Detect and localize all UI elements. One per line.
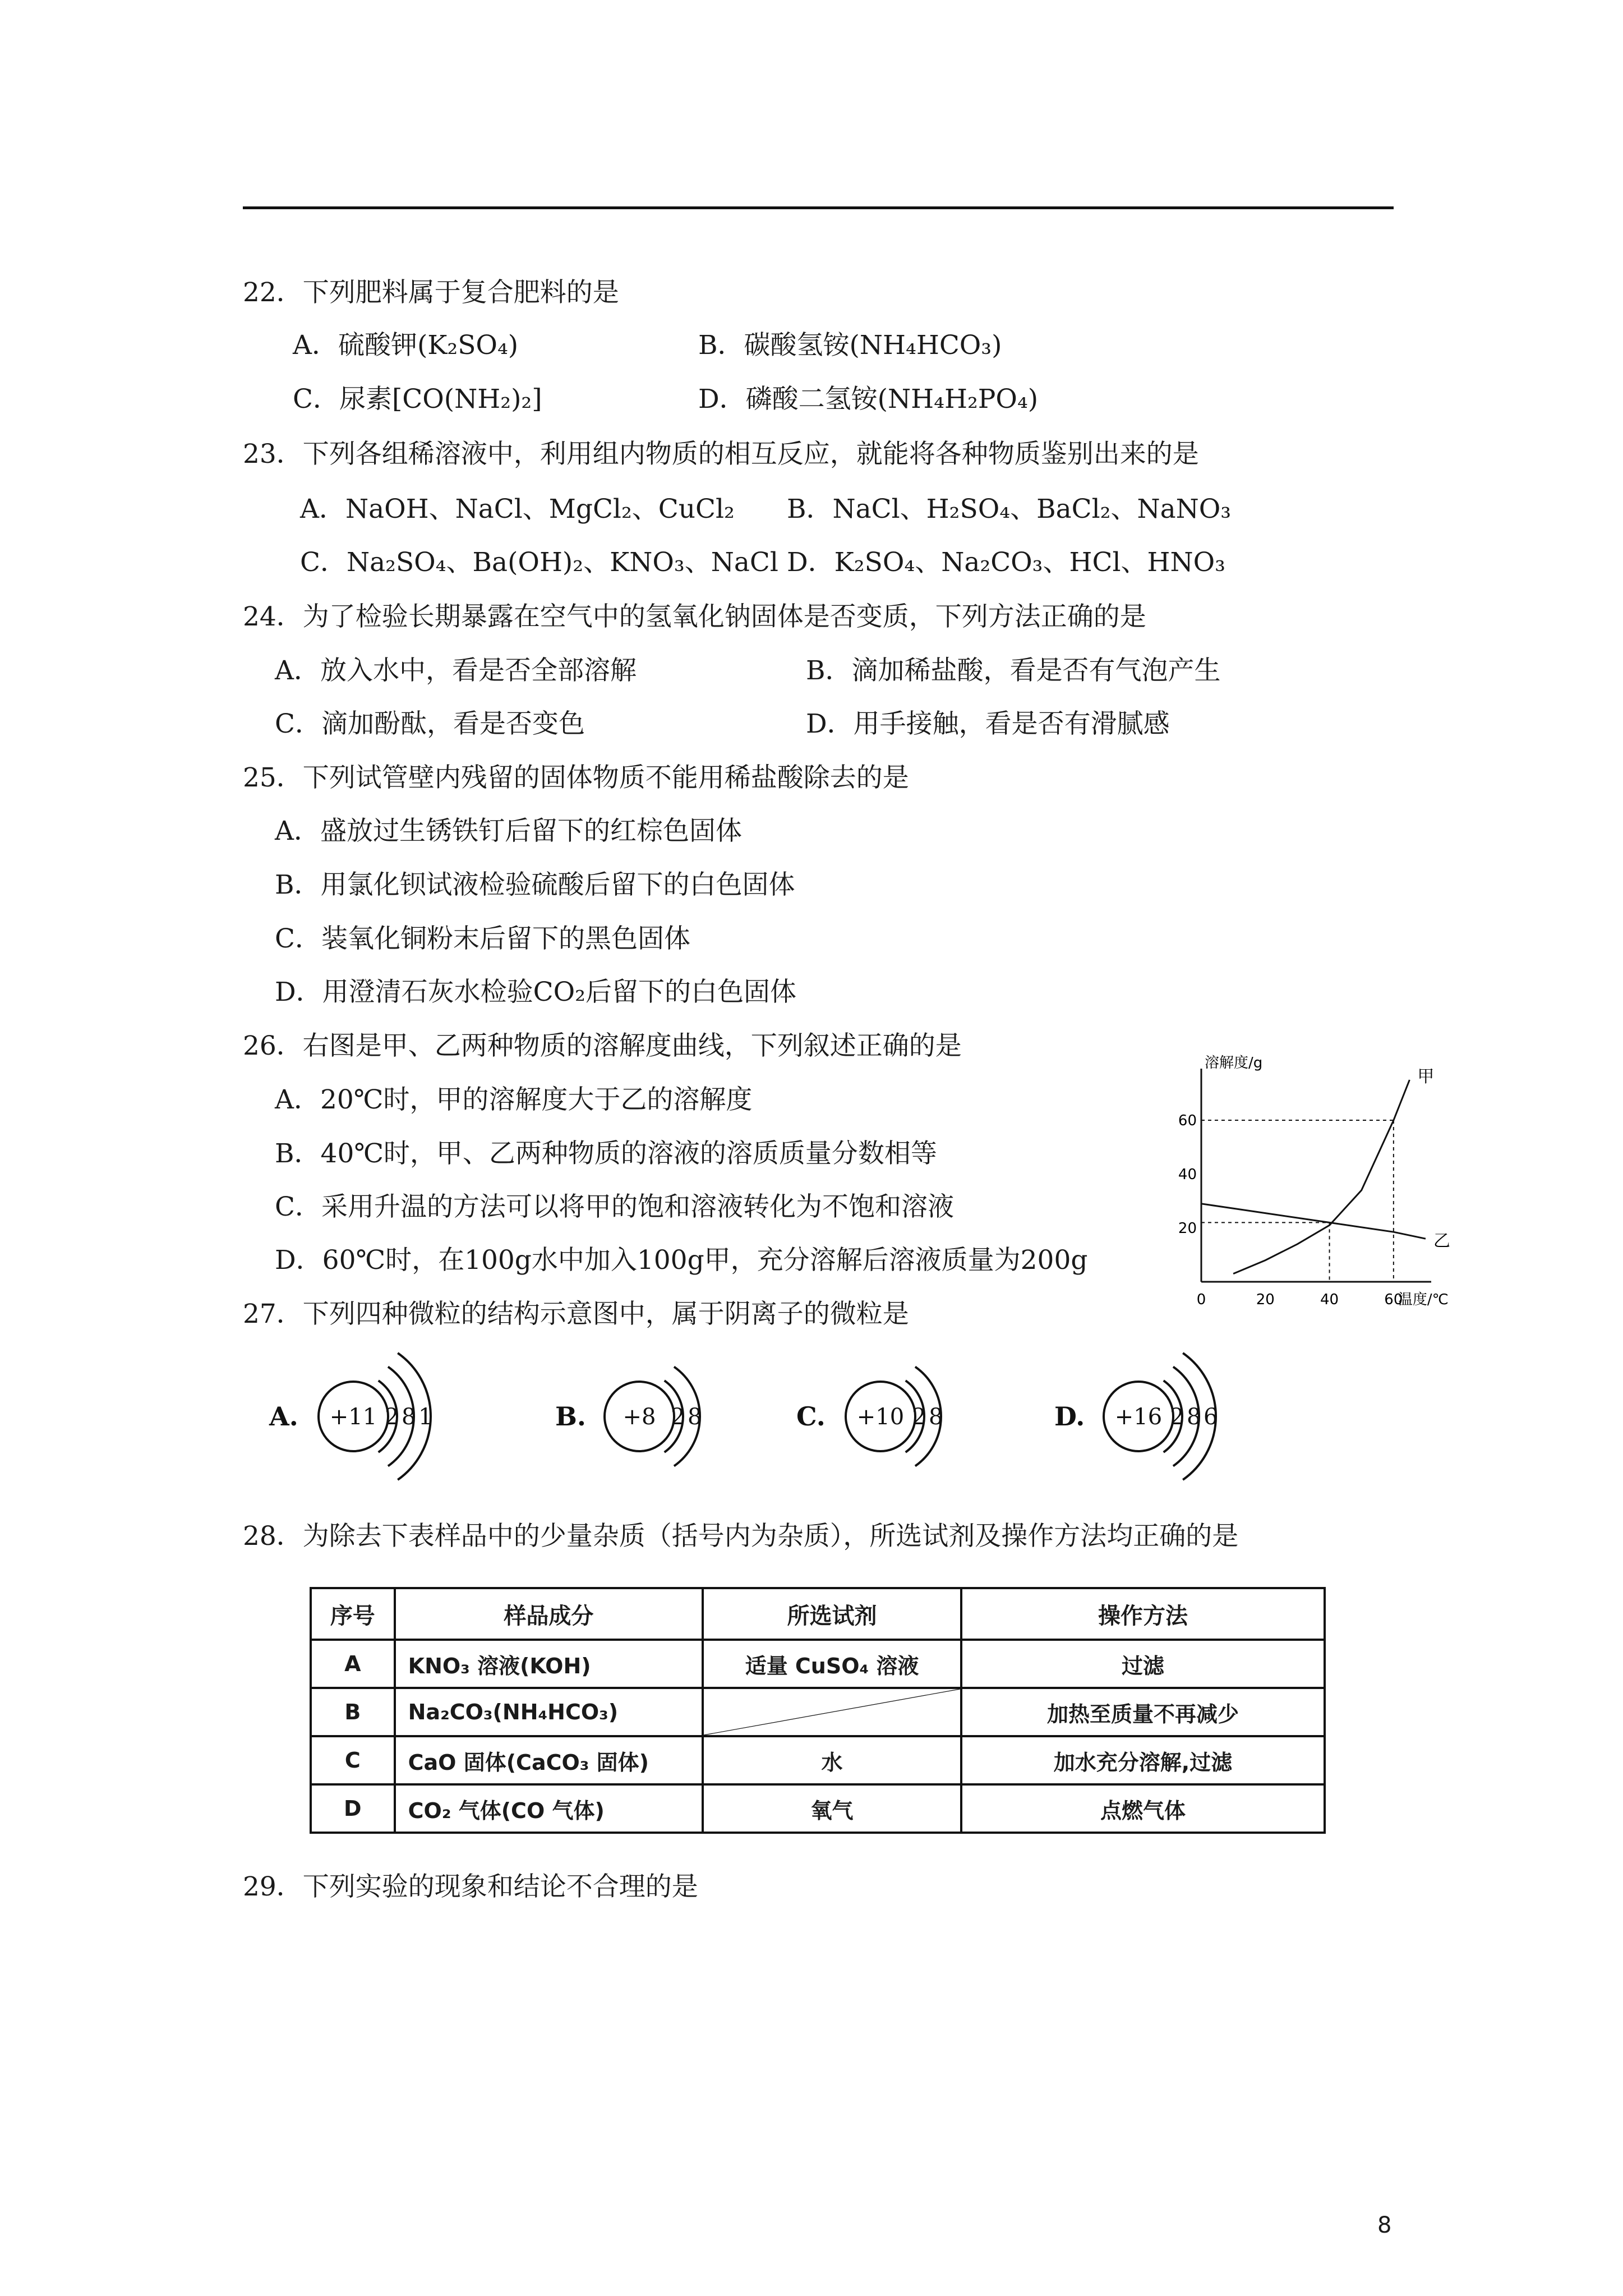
x-axis-label: 温度/℃ — [1398, 1291, 1449, 1308]
row-method: 加热至质量不再减少 — [961, 1688, 1325, 1736]
x-tick-label: 0 — [1196, 1291, 1206, 1308]
row-id: A — [311, 1640, 395, 1688]
electron-count: 8 — [402, 1404, 416, 1430]
electron-count: 8 — [1187, 1404, 1201, 1430]
atom-option-label: D. — [1054, 1401, 1085, 1432]
q22-option-a: A．硫酸钾(K₂SO₄) — [293, 330, 519, 361]
q24-option-c: C．滴加酚酞，看是否变色 — [275, 708, 585, 739]
nucleus-charge: +11 — [329, 1404, 377, 1430]
row-sample: Na₂CO₃(NH₄HCO₃) — [395, 1688, 703, 1736]
x-tick-label: 40 — [1320, 1291, 1339, 1308]
header-cell: 序号 — [311, 1588, 395, 1640]
electron-count: 2 — [1170, 1404, 1184, 1430]
q23-stem: 23．下列各组稀溶液中，利用组内物质的相互反应，就能将各种物质鉴别出来的是 — [243, 439, 1199, 470]
q23-option-d: D．K₂SO₄、Na₂CO₃、HCl、HNO₃ — [787, 547, 1225, 578]
q26-option-c: C．采用升温的方法可以将甲的饱和溶液转化为不饱和溶液 — [275, 1191, 954, 1222]
nucleus-charge: +8 — [623, 1404, 656, 1430]
row-reagent-empty — [703, 1688, 961, 1736]
atom-option-label: B. — [555, 1401, 586, 1432]
x-tick-label: 20 — [1256, 1291, 1275, 1308]
table-header-row — [311, 1588, 1325, 1640]
q22-stem: 22．下列肥料属于复合肥料的是 — [243, 277, 619, 308]
q25-option-c: C．装氧化铜粉末后留下的黑色固体 — [275, 923, 690, 954]
electron-count: 8 — [929, 1404, 943, 1430]
row-reagent: 适量 CuSO₄ 溶液 — [703, 1640, 961, 1688]
row-method: 加水充分溶解,过滤 — [961, 1736, 1325, 1784]
q23-option-a: A．NaOH、NaCl、MgCl₂、CuCl₂ — [300, 494, 735, 524]
atom-structure-diagrams — [269, 1363, 1290, 1475]
electron-count: 2 — [385, 1404, 399, 1430]
q25-option-a: A．盛放过生锈铁钉后留下的红棕色固体 — [275, 816, 742, 846]
electron-count: 2 — [671, 1404, 685, 1430]
q28-stem: 28．为除去下表样品中的少量杂质（括号内为杂质），所选试剂及操作方法均正确的是 — [243, 1521, 1239, 1552]
q26-option-a: A．20℃时，甲的溶解度大于乙的溶解度 — [275, 1084, 753, 1115]
page-number: 8 — [1377, 2212, 1392, 2238]
header-cell: 样品成分 — [395, 1588, 703, 1640]
table-row — [311, 1640, 1325, 1688]
diagonal-slash — [704, 1689, 960, 1735]
series-label: 乙 — [1433, 1231, 1450, 1251]
table-row — [311, 1688, 1325, 1736]
series-line-1 — [1233, 1080, 1409, 1274]
row-method: 点燃气体 — [961, 1784, 1325, 1833]
row-reagent: 水 — [703, 1736, 961, 1784]
header-cell: 所选试剂 — [703, 1588, 961, 1640]
row-id: D — [311, 1784, 395, 1833]
row-reagent: 氧气 — [703, 1784, 961, 1833]
impurity-table — [310, 1587, 1326, 1834]
atom-option-label: A. — [269, 1401, 298, 1432]
q22-option-c: C．尿素[CO(NH₂)₂] — [293, 384, 542, 415]
q24-option-b: B．滴加稀盐酸，看是否有气泡产生 — [806, 655, 1221, 686]
q25-option-d: D．用澄清石灰水检验CO₂后留下的白色固体 — [275, 977, 797, 1007]
q25-option-b: B．用氯化钡试液检验硫酸后留下的白色固体 — [275, 869, 795, 900]
q25-stem: 25．下列试管壁内残留的固体物质不能用稀盐酸除去的是 — [243, 762, 909, 793]
q27-stem: 27．下列四种微粒的结构示意图中，属于阴离子的微粒是 — [243, 1299, 909, 1329]
header-rule — [243, 206, 1394, 209]
q23-option-c: C．Na₂SO₄、Ba(OH)₂、KNO₃、NaCl — [300, 547, 778, 578]
q26-stem: 26．右图是甲、乙两种物质的溶解度曲线，下列叙述正确的是 — [243, 1030, 962, 1061]
solubility-chart — [1166, 1052, 1450, 1327]
electron-count: 1 — [418, 1404, 433, 1430]
q24-option-d: D．用手接触，看是否有滑腻感 — [806, 708, 1170, 739]
electron-count: 2 — [912, 1404, 926, 1430]
q29-stem: 29．下列实验的现象和结论不合理的是 — [243, 1871, 698, 1902]
nucleus-charge: +16 — [1114, 1404, 1163, 1430]
y-axis-label: 溶解度/g — [1205, 1055, 1263, 1071]
q22-option-b: B．碳酸氢铵(NH₄HCO₃) — [698, 330, 1002, 361]
table-row — [311, 1784, 1325, 1833]
x-tick-label: 60 — [1384, 1291, 1403, 1308]
y-tick-label: 40 — [1178, 1166, 1197, 1183]
header-cell: 操作方法 — [961, 1588, 1325, 1640]
row-sample: CaO 固体(CaCO₃ 固体) — [395, 1736, 703, 1784]
electron-count: 8 — [688, 1404, 702, 1430]
series-label: 甲 — [1417, 1067, 1435, 1087]
row-sample: KNO₃ 溶液(KOH) — [395, 1640, 703, 1688]
row-sample: CO₂ 气体(CO 气体) — [395, 1784, 703, 1833]
q26-option-d: D．60℃时，在100g水中加入100g甲，充分溶解后溶液质量为200g — [275, 1245, 1088, 1276]
series-line-2 — [1201, 1204, 1426, 1239]
nucleus-charge: +10 — [856, 1404, 905, 1430]
q22-option-d: D．磷酸二氢铵(NH₄H₂PO₄) — [698, 384, 1039, 415]
row-id: C — [311, 1736, 395, 1784]
atom-option-label: C. — [796, 1401, 826, 1432]
q23-option-b: B．NaCl、H₂SO₄、BaCl₂、NaNO₃ — [787, 494, 1232, 524]
q26-option-b: B．40℃时，甲、乙两种物质的溶液的溶质质量分数相等 — [275, 1138, 937, 1169]
row-method: 过滤 — [961, 1640, 1325, 1688]
y-tick-label: 20 — [1178, 1220, 1197, 1237]
row-id: B — [311, 1688, 395, 1736]
q24-option-a: A．放入水中，看是否全部溶解 — [275, 655, 637, 686]
table-row — [311, 1736, 1325, 1784]
q24-stem: 24．为了检验长期暴露在空气中的氢氧化钠固体是否变质，下列方法正确的是 — [243, 601, 1146, 632]
electron-count: 6 — [1204, 1404, 1218, 1430]
y-tick-label: 60 — [1178, 1112, 1197, 1129]
